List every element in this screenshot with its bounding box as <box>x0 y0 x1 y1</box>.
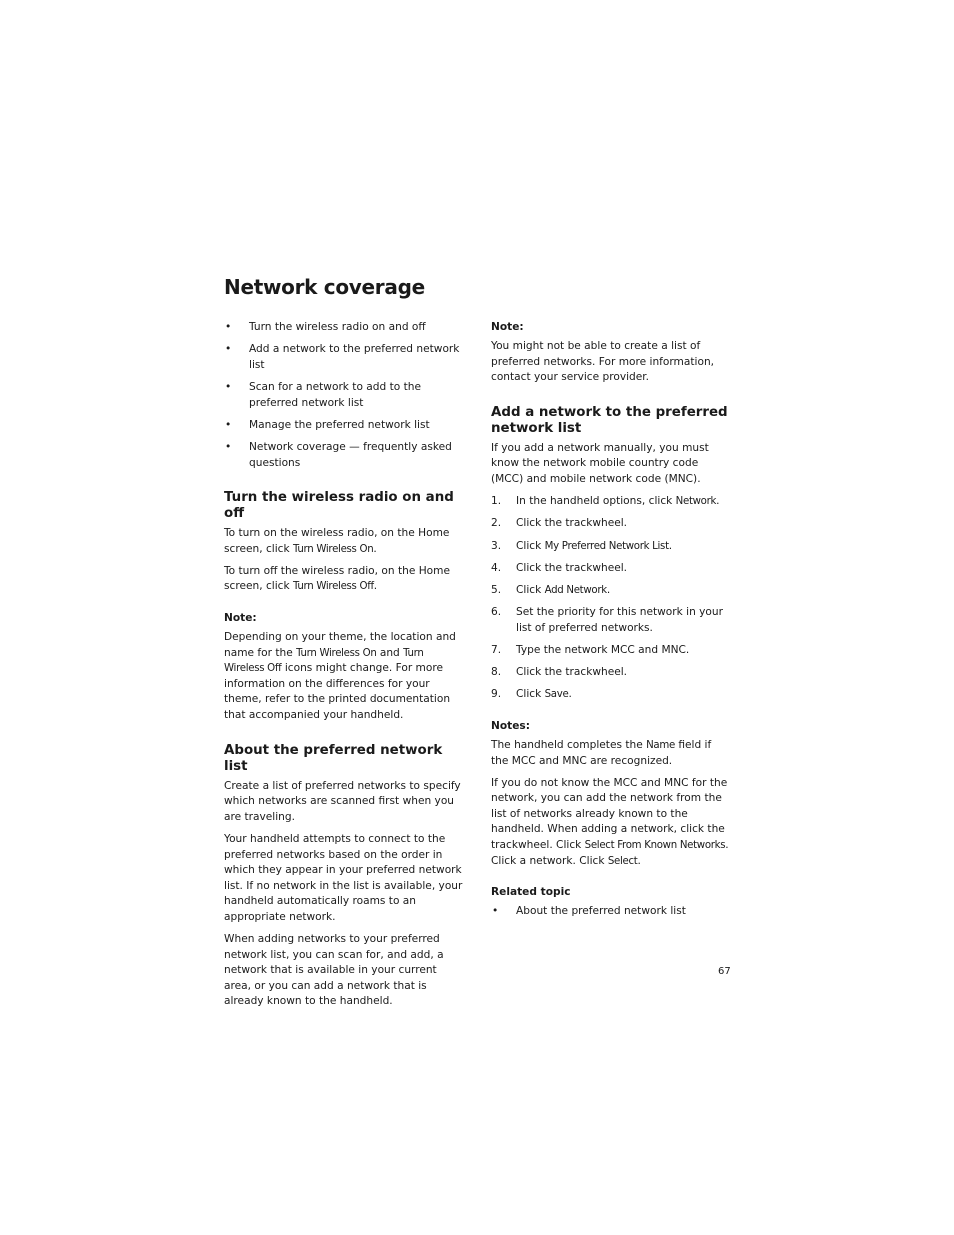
topic-list-item[interactable]: • Scan for a network to add to the preferred network list <box>225 380 422 409</box>
ui-term: Turn Wireless On <box>293 543 374 555</box>
steps-list <box>491 494 731 703</box>
paragraph: To turn off the wireless radio, on the Home screen, click Turn Wireless Off. <box>224 564 450 593</box>
step-item: 2. Click the trackwheel. <box>491 517 628 530</box>
note-label: Note: <box>491 321 524 333</box>
right-column <box>491 320 731 926</box>
left-column <box>224 320 464 1016</box>
notes-label: Notes: <box>491 719 530 732</box>
step-item: 9. Click Save. <box>491 688 572 701</box>
section-heading-wireless-radio: Turn the wireless radio on and off <box>224 490 454 522</box>
paragraph: Your handheld attempts to connect to the preferred networks based on the order in which they appear in your preferred network list. If no network in the list is available, your handheld automatically roams to an appropriate network. <box>224 832 463 923</box>
paragraph: Create a list of preferred networks to specify which networks are scanned first when you are traveling. <box>224 779 461 823</box>
related-topic-list <box>491 904 731 920</box>
step-item: 8. Click the trackwheel. <box>491 666 628 679</box>
section-heading-add-network: Add a network to the preferred network list <box>491 404 728 436</box>
topic-list-item[interactable]: • Turn the wireless radio on and off <box>225 321 426 333</box>
ui-term: Turn Wireless Off <box>293 581 374 593</box>
page-title: Network coverage <box>224 275 425 299</box>
topic-list-item[interactable]: • Network coverage — frequently asked questions <box>225 440 452 469</box>
ui-term: Select <box>607 855 638 867</box>
step-item: 4. Click the trackwheel. <box>491 561 628 574</box>
ui-term: Name <box>646 739 675 751</box>
step-item: 6. Set the priority for this network in your list of preferred networks. <box>491 606 723 634</box>
related-topic-label: Related topic <box>491 886 571 899</box>
paragraph: To turn on the wireless radio, on the Home screen, click Turn Wireless On. <box>224 527 450 555</box>
paragraph: When adding networks to your preferred network list, you can scan for, and add, a network that is available in your current area, or you can add a network that is already known to the handheld. <box>224 933 444 1008</box>
ui-term: Network <box>675 496 717 508</box>
related-topic-item[interactable]: • About the preferred network list <box>492 905 686 918</box>
ui-term: Turn Wireless On <box>296 647 377 659</box>
page-number: 67 <box>718 966 731 977</box>
ui-term: Select From Known Networks <box>584 840 726 851</box>
ui-term: Add Network <box>544 584 607 596</box>
ui-term: Turn Wireless Off <box>224 647 424 675</box>
topic-list-item[interactable]: • Manage the preferred network list <box>225 418 430 431</box>
ui-term: Save <box>544 689 569 701</box>
note-label: Note: <box>224 612 257 624</box>
note-text: If you do not know the MCC and MNC for the network, you can add the network from the list of networks already known to the handheld. When adding a network, click the trackwheel. Click Select From Known Networks. Click a network. Click Select. <box>491 776 729 867</box>
topic-list <box>224 320 464 471</box>
note-text: The handheld completes the Name field if the MCC and MNC are recognized. <box>491 738 712 767</box>
paragraph: If you add a network manually, you must know the network mobile country code (MCC) and mobile network code (MNC). <box>491 441 709 486</box>
note-text: You might not be able to create a list of preferred networks. For more information, contact your service provider. <box>491 340 715 384</box>
topic-list-item[interactable]: • Add a network to the preferred network list <box>225 343 460 371</box>
step-item: 7. Type the network MCC and MNC. <box>491 643 690 656</box>
step-item: 3. Click My Preferred Network List. <box>491 539 673 552</box>
step-item: 5. Click Add Network. <box>491 583 611 596</box>
step-item: 1. In the handheld options, click Network. <box>491 495 720 508</box>
section-heading-preferred-list: About the preferred network list <box>224 742 443 774</box>
ui-term: My Preferred Network List <box>544 540 669 552</box>
note-text: Depending on your theme, the location and name for the Turn Wireless On and Turn Wireless Off icons might change. For more information on the differences for your theme, refer to the printed documentation that accompanied your handheld. <box>224 631 456 722</box>
